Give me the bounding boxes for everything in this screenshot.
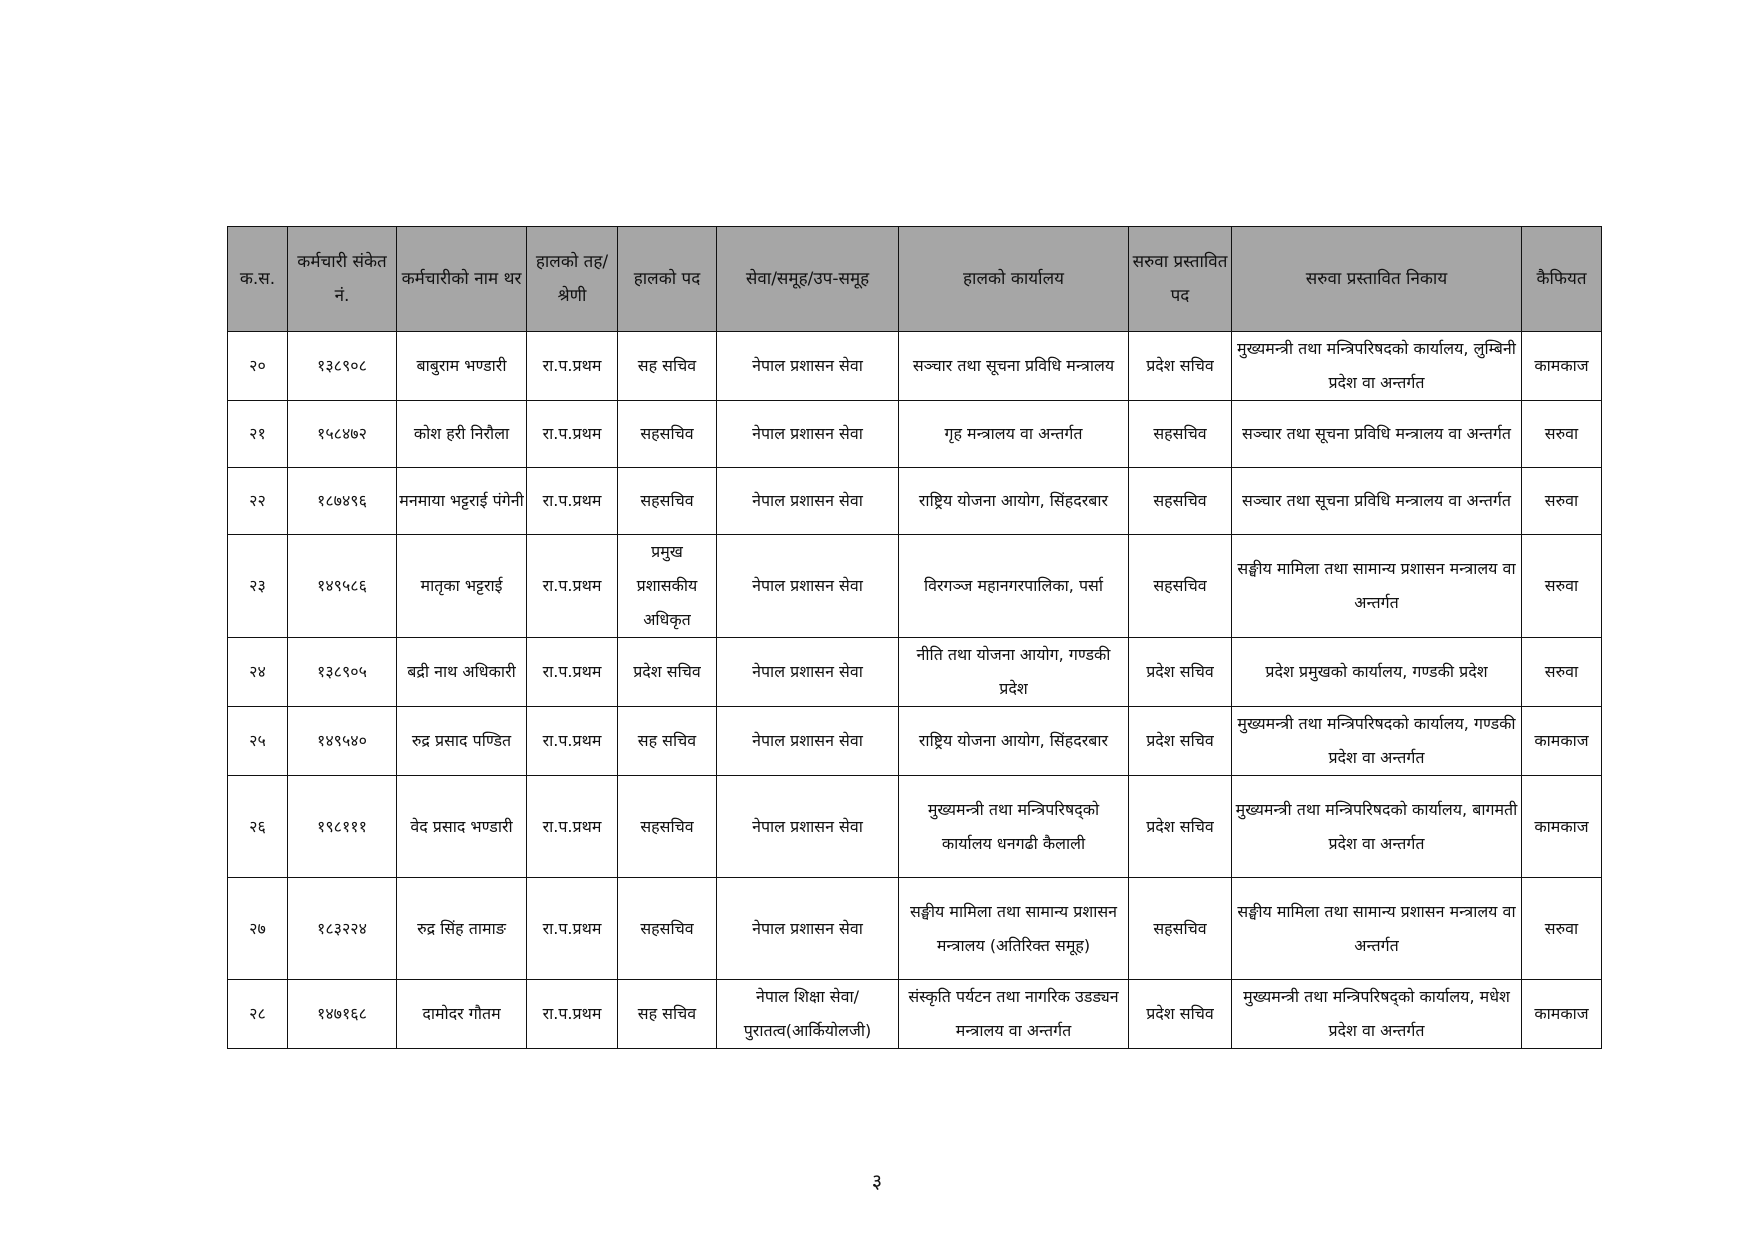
cell-serial: २१ [228, 401, 288, 468]
cell-current-level: रा.प.प्रथम [527, 707, 618, 776]
table-row [228, 980, 1602, 1049]
table-row [228, 401, 1602, 468]
cell-employee-code: १४९५८६ [288, 535, 397, 638]
cell-serial: २३ [228, 535, 288, 638]
cell-employee-name: कोश हरी निरौला [397, 401, 527, 468]
table-row [228, 332, 1602, 401]
cell-current-level: रा.प.प्रथम [527, 776, 618, 878]
header-service-group: सेवा/समूह/उप-समूह [717, 227, 899, 332]
cell-current-post: सह सचिव [618, 332, 717, 401]
cell-service-group: नेपाल शिक्षा सेवा/ पुरातत्व(आर्कियोलजी) [717, 980, 899, 1049]
cell-current-office: नीति तथा योजना आयोग, गण्डकी प्रदेश [899, 638, 1129, 707]
cell-current-office: राष्ट्रिय योजना आयोग, सिंहदरबार [899, 468, 1129, 535]
cell-employee-name: बद्री नाथ अधिकारी [397, 638, 527, 707]
header-employee-name: कर्मचारीको नाम थर [397, 227, 527, 332]
cell-employee-code: १४७१६८ [288, 980, 397, 1049]
cell-proposed-post: प्रदेश सचिव [1129, 638, 1232, 707]
cell-proposed-body: सङ्घीय मामिला तथा सामान्य प्रशासन मन्त्रालय वा अन्तर्गत [1232, 878, 1522, 980]
cell-proposed-body: मुख्यमन्त्री तथा मन्त्रिपरिषद्को कार्यालय, मधेश प्रदेश वा अन्तर्गत [1232, 980, 1522, 1049]
cell-employee-code: १८३२२४ [288, 878, 397, 980]
cell-proposed-post: प्रदेश सचिव [1129, 707, 1232, 776]
cell-employee-name: मनमाया भट्टराई पंगेनी [397, 468, 527, 535]
cell-serial: २४ [228, 638, 288, 707]
cell-proposed-post: सहसचिव [1129, 535, 1232, 638]
cell-remarks: कामकाज [1522, 980, 1602, 1049]
cell-proposed-post: प्रदेश सचिव [1129, 776, 1232, 878]
cell-current-post: सहसचिव [618, 776, 717, 878]
cell-proposed-body: मुख्यमन्त्री तथा मन्त्रिपरिषदको कार्यालय, गण्डकी प्रदेश वा अन्तर्गत [1232, 707, 1522, 776]
cell-serial: २८ [228, 980, 288, 1049]
cell-remarks: कामकाज [1522, 332, 1602, 401]
header-current-post: हालको पद [618, 227, 717, 332]
cell-employee-name: रुद्र प्रसाद पण्डित [397, 707, 527, 776]
table-row [228, 707, 1602, 776]
cell-remarks: सरुवा [1522, 638, 1602, 707]
header-current-level: हालको तह/श्रेणी [527, 227, 618, 332]
cell-current-office: राष्ट्रिय योजना आयोग, सिंहदरबार [899, 707, 1129, 776]
table-row [228, 468, 1602, 535]
cell-employee-name: दामोदर गौतम [397, 980, 527, 1049]
cell-current-office: विरगञ्ज महानगरपालिका, पर्सा [899, 535, 1129, 638]
cell-serial: २० [228, 332, 288, 401]
cell-serial: २६ [228, 776, 288, 878]
cell-current-post: सह सचिव [618, 980, 717, 1049]
cell-employee-name: मातृका भट्टराई [397, 535, 527, 638]
table-row [228, 638, 1602, 707]
cell-current-level: रा.प.प्रथम [527, 535, 618, 638]
transfer-table [227, 226, 1602, 1049]
cell-service-group: नेपाल प्रशासन सेवा [717, 878, 899, 980]
cell-employee-name: वेद प्रसाद भण्डारी [397, 776, 527, 878]
cell-current-office: संस्कृति पर्यटन तथा नागरिक उडड्यन मन्त्रालय वा अन्तर्गत [899, 980, 1129, 1049]
cell-proposed-body: सञ्चार तथा सूचना प्रविधि मन्त्रालय वा अन्तर्गत [1232, 468, 1522, 535]
cell-current-level: रा.प.प्रथम [527, 980, 618, 1049]
cell-employee-code: १३८९०८ [288, 332, 397, 401]
cell-serial: २२ [228, 468, 288, 535]
cell-remarks: सरुवा [1522, 878, 1602, 980]
cell-employee-code: १५८४७२ [288, 401, 397, 468]
cell-proposed-post: सहसचिव [1129, 468, 1232, 535]
table-row [228, 776, 1602, 878]
table-header-row [228, 227, 1602, 332]
cell-employee-name: बाबुराम भण्डारी [397, 332, 527, 401]
cell-employee-code: १९८१११ [288, 776, 397, 878]
cell-employee-code: १४९५४० [288, 707, 397, 776]
cell-remarks: सरुवा [1522, 535, 1602, 638]
cell-current-post: सह सचिव [618, 707, 717, 776]
header-proposed-post: सरुवा प्रस्तावित पद [1129, 227, 1232, 332]
cell-current-level: रा.प.प्रथम [527, 878, 618, 980]
cell-proposed-post: प्रदेश सचिव [1129, 332, 1232, 401]
cell-current-post: सहसचिव [618, 468, 717, 535]
header-current-office: हालको कार्यालय [899, 227, 1129, 332]
cell-service-group: नेपाल प्रशासन सेवा [717, 638, 899, 707]
cell-current-office: गृह मन्त्रालय वा अन्तर्गत [899, 401, 1129, 468]
cell-service-group: नेपाल प्रशासन सेवा [717, 707, 899, 776]
header-employee-code: कर्मचारी संकेत नं. [288, 227, 397, 332]
cell-service-group: नेपाल प्रशासन सेवा [717, 776, 899, 878]
cell-current-office: सङ्घीय मामिला तथा सामान्य प्रशासन मन्त्रालय (अतिरिक्त समूह) [899, 878, 1129, 980]
cell-current-level: रा.प.प्रथम [527, 468, 618, 535]
cell-service-group: नेपाल प्रशासन सेवा [717, 332, 899, 401]
cell-employee-name: रुद्र सिंह तामाङ [397, 878, 527, 980]
cell-remarks: कामकाज [1522, 707, 1602, 776]
cell-employee-code: १३८९०५ [288, 638, 397, 707]
cell-current-level: रा.प.प्रथम [527, 401, 618, 468]
header-remarks: कैफियत [1522, 227, 1602, 332]
cell-current-post: सहसचिव [618, 878, 717, 980]
cell-service-group: नेपाल प्रशासन सेवा [717, 401, 899, 468]
cell-current-post: प्रदेश सचिव [618, 638, 717, 707]
cell-proposed-post: सहसचिव [1129, 401, 1232, 468]
cell-serial: २५ [228, 707, 288, 776]
cell-proposed-post: सहसचिव [1129, 878, 1232, 980]
cell-proposed-body: मुख्यमन्त्री तथा मन्त्रिपरिषदको कार्यालय, बागमती प्रदेश वा अन्तर्गत [1232, 776, 1522, 878]
cell-remarks: सरुवा [1522, 401, 1602, 468]
cell-employee-code: १८७४९६ [288, 468, 397, 535]
cell-current-post: प्रमुख प्रशासकीय अधिकृत [618, 535, 717, 638]
cell-proposed-body: सङ्घीय मामिला तथा सामान्य प्रशासन मन्त्रालय वा अन्तर्गत [1232, 535, 1522, 638]
table-row [228, 878, 1602, 980]
cell-current-office: मुख्यमन्त्री तथा मन्त्रिपरिषद्को कार्यालय धनगढी कैलाली [899, 776, 1129, 878]
cell-current-level: रा.प.प्रथम [527, 332, 618, 401]
cell-proposed-body: प्रदेश प्रमुखको कार्यालय, गण्डकी प्रदेश [1232, 638, 1522, 707]
cell-remarks: सरुवा [1522, 468, 1602, 535]
cell-serial: २७ [228, 878, 288, 980]
header-serial: क.स. [228, 227, 288, 332]
page-number: ३ [871, 1169, 883, 1193]
cell-service-group: नेपाल प्रशासन सेवा [717, 468, 899, 535]
cell-proposed-body: मुख्यमन्त्री तथा मन्त्रिपरिषदको कार्यालय, लुम्बिनी प्रदेश वा अन्तर्गत [1232, 332, 1522, 401]
cell-current-office: सञ्चार तथा सूचना प्रविधि मन्त्रालय [899, 332, 1129, 401]
cell-proposed-body: सञ्चार तथा सूचना प्रविधि मन्त्रालय वा अन्तर्गत [1232, 401, 1522, 468]
cell-remarks: कामकाज [1522, 776, 1602, 878]
table-row [228, 535, 1602, 638]
cell-current-post: सहसचिव [618, 401, 717, 468]
header-proposed-body: सरुवा प्रस्तावित निकाय [1232, 227, 1522, 332]
cell-current-level: रा.प.प्रथम [527, 638, 618, 707]
cell-proposed-post: प्रदेश सचिव [1129, 980, 1232, 1049]
cell-service-group: नेपाल प्रशासन सेवा [717, 535, 899, 638]
